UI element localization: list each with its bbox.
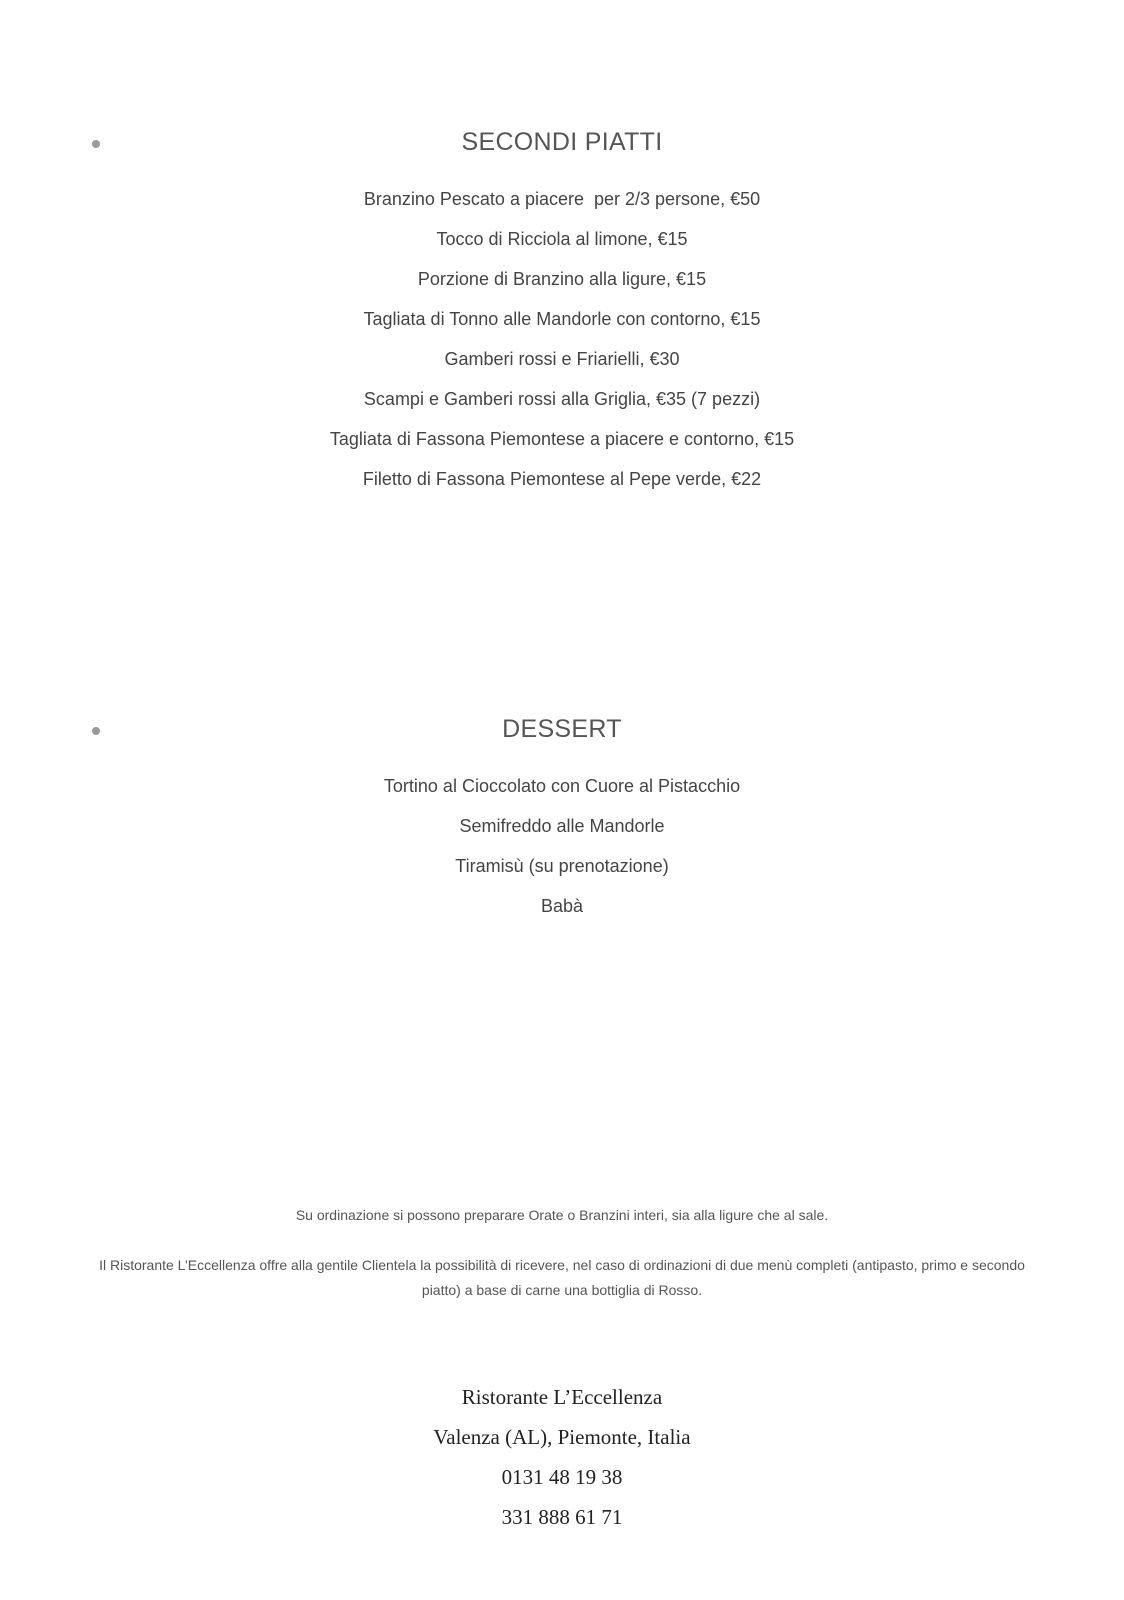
dessert-list xyxy=(0,766,1124,926)
menu-item: Tortino al Cioccolato con Cuore al Pistacchio xyxy=(383,776,741,796)
note-wine-offer: Il Ristorante L’Eccellenza offre alla gentile Clientela la possibilità di ricevere, nel caso di ordinazioni di due menù completi (antipasto, primo e secondo piatto) a base di carne una bottiglia di Rosso. xyxy=(99,1257,1025,1298)
menu-item: Tocco di Ricciola al limone, €15 xyxy=(436,229,688,249)
contact-block xyxy=(0,1377,1124,1537)
menu-item: Semifreddo alle Mandorle xyxy=(459,816,665,836)
phone-number: 0131 48 19 38 xyxy=(501,1465,623,1489)
menu-item: Tagliata di Tonno alle Mandorle con contorno, €15 xyxy=(363,309,761,329)
menu-item: Tagliata di Fassona Piemontese a piacere e contorno, €15 xyxy=(329,429,795,449)
menu-item: Gamberi rossi e Friarielli, €30 xyxy=(444,349,680,369)
menu-item: Branzino Pescato a piacere per 2/3 persone, €50 xyxy=(363,189,761,209)
phone-number: 331 888 61 71 xyxy=(501,1505,623,1529)
menu-item: Babà xyxy=(540,896,584,916)
secondi-list xyxy=(0,179,1124,499)
restaurant-location: Valenza (AL), Piemonte, Italia xyxy=(433,1425,691,1449)
note-whole-fish: Su ordinazione si possono preparare Orate o Branzini interi, sia alla ligure che al sale. xyxy=(295,1207,829,1223)
menu-item: Tiramisù (su prenotazione) xyxy=(455,856,669,876)
menu-item: Scampi e Gamberi rossi alla Griglia, €35 (7 pezzi) xyxy=(363,389,761,409)
menu-item: Filetto di Fassona Piemontese al Pepe verde, €22 xyxy=(362,469,762,489)
section-title-dessert: DESSERT xyxy=(502,715,622,743)
section-title-secondi: SECONDI PIATTI xyxy=(461,128,663,156)
restaurant-name: Ristorante L’Eccellenza xyxy=(461,1385,663,1409)
menu-item: Porzione di Branzino alla ligure, €15 xyxy=(417,269,707,289)
